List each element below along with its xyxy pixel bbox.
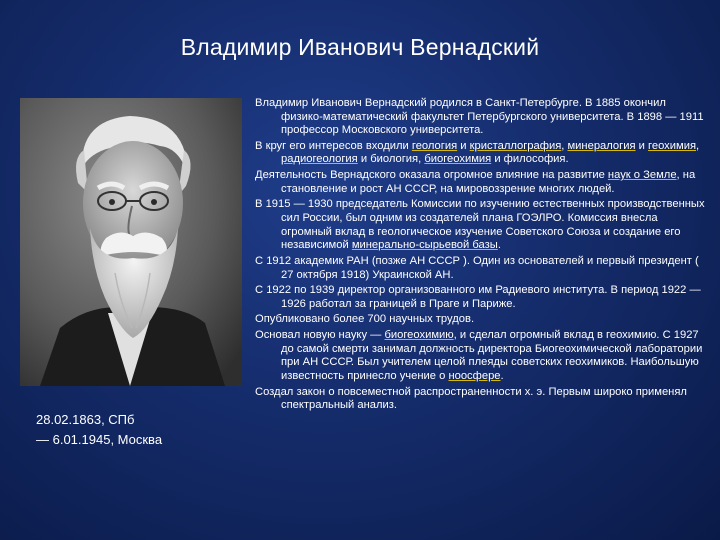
bio-paragraph-commission: [255, 198, 705, 252]
bio-text: Деятельность Вернадского оказала огромное влияние на развитие: [255, 169, 608, 182]
life-dates: [36, 410, 236, 450]
bio-text: ,: [561, 139, 568, 152]
bio-text: .: [500, 369, 504, 382]
bio-text: и биология,: [357, 153, 425, 166]
bio-paragraph-law: Создал закон о повсеместной распространенности х. э. Первым широко применял спектральный анализ.: [255, 385, 687, 412]
link-earth-sciences[interactable]: наук о Земле: [607, 169, 677, 182]
link-geology[interactable]: геология: [411, 139, 458, 152]
link-geochemistry[interactable]: геохимия: [648, 139, 697, 152]
portrait-image: [20, 98, 242, 386]
link-crystallography[interactable]: кристаллография: [469, 139, 562, 152]
bio-paragraph-academy: С 1912 академик РАН (позже АН СССР ). Один из основателей и первый президент ( 27 октября 1918) Украинской АН.: [255, 254, 699, 281]
death-date: — 6.01.1945, Москва: [36, 432, 163, 447]
link-biogeochemistry[interactable]: биогеохимия: [424, 153, 492, 166]
bio-paragraph-interests: [255, 140, 705, 167]
link-biogeochemistry-science[interactable]: биогеохимию: [384, 329, 454, 342]
bio-text: Основал новую науку —: [255, 329, 385, 342]
bio-text: В круг его интересов входили: [255, 139, 412, 152]
bio-text: .: [497, 239, 501, 252]
bio-text: , и сделал огромный вклад в геохимию. С 1927 до самой смерти занимал должность директора Биогеохимической лаборатории при АН СССР. Был учителем целой плеяды советских геохимиков. Наибольшую известность принесло учение о: [281, 329, 703, 382]
bio-paragraph-influence: [255, 169, 705, 196]
link-noosphere[interactable]: ноосфере: [448, 369, 501, 382]
bio-text: ,: [696, 139, 700, 152]
bio-text: , на становление и рост АН СССР, на мировоззрение многих людей.: [281, 169, 696, 195]
bio-paragraph-biogeochemistry: [255, 329, 705, 383]
bio-paragraph-birth: Владимир Иванович Вернадский родился в Санкт-Петербурге. В 1885 окончил физико-математический факультет Петербургского университета. В 1898 — 1911 профессор Московского университета.: [255, 97, 704, 137]
bio-text: В 1915 — 1930 председатель Комиссии по изучению естественных производственных сил России, был одним из создателей плана ГОЭЛРО. Комиссия внесла огромный вклад в геологическое изучение Советского Союза и создание его независимой: [255, 198, 705, 252]
link-mineralogy[interactable]: минералогия: [567, 139, 636, 152]
bio-paragraph-publications: Опубликовано более 700 научных трудов.: [255, 313, 475, 326]
bio-text: и философия.: [491, 153, 569, 166]
birth-date: 28.02.1863, СПб: [36, 412, 135, 427]
link-radiogeology[interactable]: радиогеология: [281, 153, 358, 166]
bio-text: и: [457, 139, 470, 152]
link-mineral-resource-base[interactable]: минерально-сырьевой базы: [351, 239, 498, 252]
portrait-photo-icon: [20, 98, 242, 386]
slide-title: Владимир Иванович Вернадский: [180, 34, 540, 60]
biography-text: [255, 97, 705, 415]
bio-text: и: [635, 139, 649, 152]
bio-paragraph-radium-institute: С 1922 по 1939 директор организованного им Радиевого института. В период 1922 — 1926 работал за границей в Праге и Париже.: [255, 284, 701, 310]
